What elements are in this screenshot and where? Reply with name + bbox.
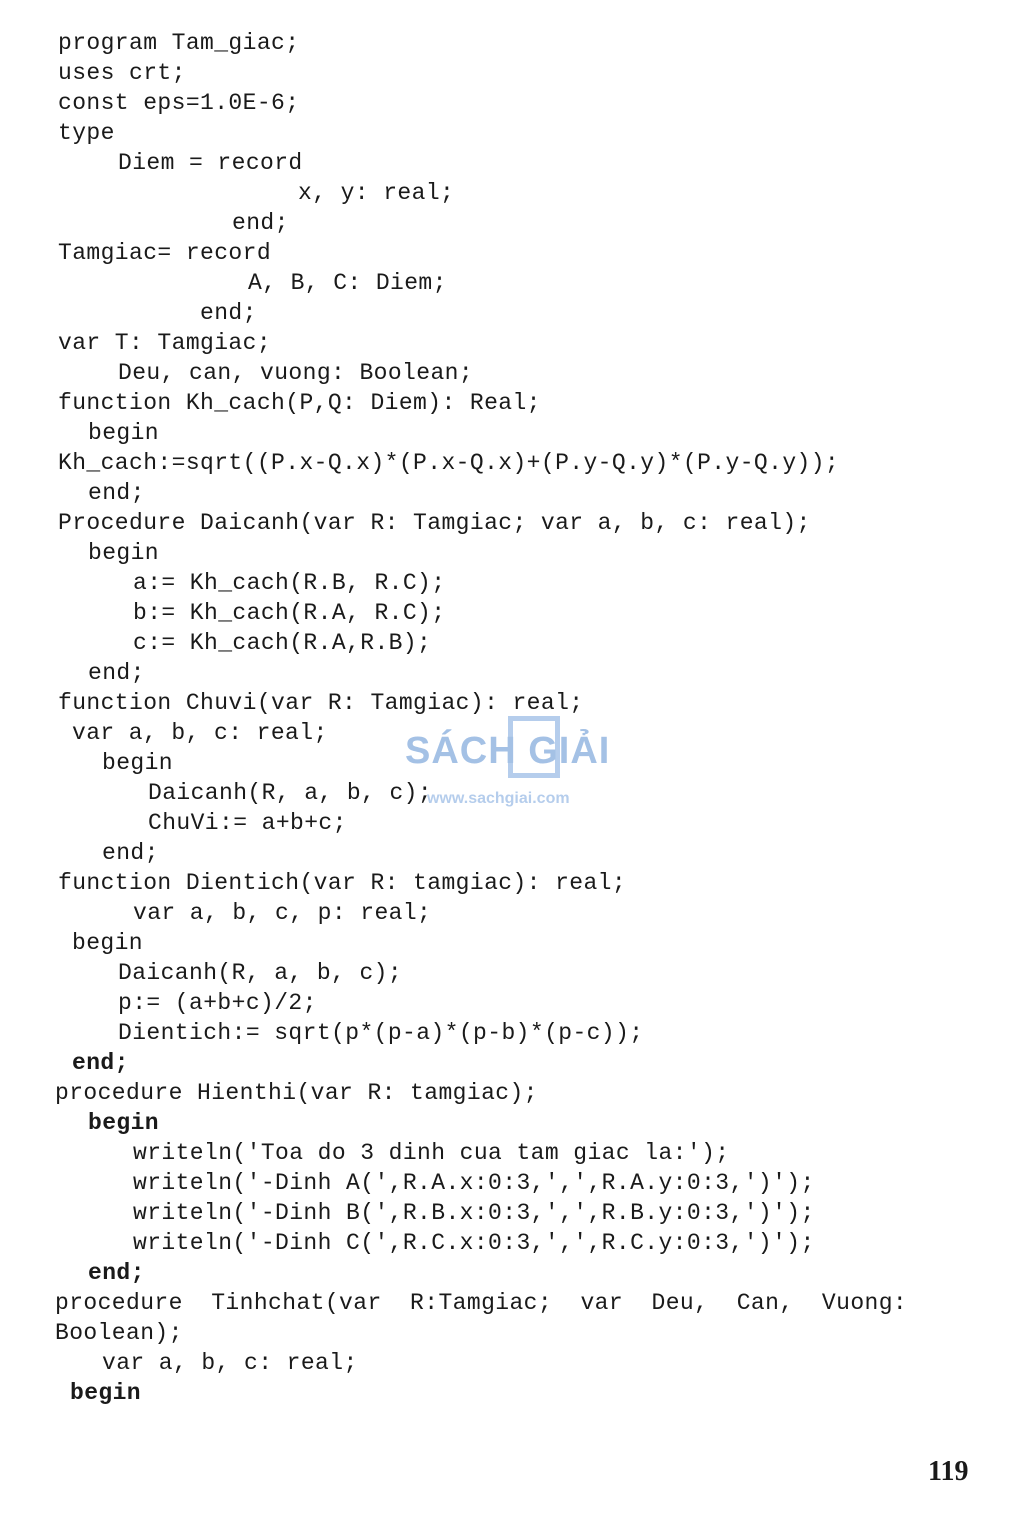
code-line: Dientich:= sqrt(p*(p-a)*(p-b)*(p-c)); <box>118 1020 644 1046</box>
code-line: Daicanh(R, a, b, c); <box>148 780 433 806</box>
code-line: function Chuvi(var R: Tamgiac): real; <box>58 690 584 716</box>
code-line: end; <box>72 1050 129 1076</box>
code-line: Boolean); <box>55 1320 183 1346</box>
code-line: Deu, can, vuong: Boolean; <box>118 360 474 386</box>
code-line: procedure Hienthi(var R: tamgiac); <box>55 1080 538 1106</box>
code-line: writeln('-Dinh A(',R.A.x:0:3,',',R.A.y:0:3,')'); <box>133 1170 815 1196</box>
code-line: Tamgiac= record <box>58 240 272 266</box>
code-line: end; <box>88 480 145 506</box>
code-line: type <box>58 120 115 146</box>
code-line: procedure Tinhchat(var R:Tamgiac; var Deu, Can, Vuong: <box>55 1290 908 1316</box>
code-line: begin <box>88 1110 160 1136</box>
code-line: p:= (a+b+c)/2; <box>118 990 317 1016</box>
code-line: end; <box>88 660 145 686</box>
code-line: function Dientich(var R: tamgiac): real; <box>58 870 627 896</box>
watermark-title: SÁCH GIẢI <box>405 730 611 772</box>
code-line: begin <box>70 1380 142 1406</box>
code-line: ChuVi:= a+b+c; <box>148 810 347 836</box>
code-line: end; <box>88 1260 145 1286</box>
code-line: end; <box>232 210 289 236</box>
code-line: writeln('Toa do 3 dinh cua tam giac la:'); <box>133 1140 730 1166</box>
code-line: b:= Kh_cach(R.A, R.C); <box>133 600 446 626</box>
code-line: begin <box>88 420 160 446</box>
code-line: begin <box>88 540 160 566</box>
code-line: end; <box>102 840 159 866</box>
code-line: begin <box>102 750 174 776</box>
code-line: var a, b, c, p: real; <box>133 900 432 926</box>
code-line: Kh_cach:=sqrt((P.x-Q.x)*(P.x-Q.x)+(P.y-Q.y)*(P.y-Q.y)); <box>58 450 840 476</box>
code-line: c:= Kh_cach(R.A,R.B); <box>133 630 432 656</box>
code-line: const eps=1.0E-6; <box>58 90 300 116</box>
code-line: function Kh_cach(P,Q: Diem): Real; <box>58 390 541 416</box>
code-line: var a, b, c: real; <box>102 1350 358 1376</box>
code-line: x, y: real; <box>298 180 455 206</box>
code-line: a:= Kh_cach(R.B, R.C); <box>133 570 446 596</box>
page-number: 119 <box>928 1456 969 1487</box>
code-line: var T: Tamgiac; <box>58 330 272 356</box>
code-line: A, B, C: Diem; <box>248 270 447 296</box>
code-line: begin <box>72 930 144 956</box>
code-line: var a, b, c: real; <box>72 720 328 746</box>
code-line: uses crt; <box>58 60 186 86</box>
code-line: writeln('-Dinh C(',R.C.x:0:3,',',R.C.y:0:3,')'); <box>133 1230 815 1256</box>
sachgiai-watermark <box>405 712 620 812</box>
code-line: Diem = record <box>118 150 303 176</box>
code-line: Procedure Daicanh(var R: Tamgiac; var a, b, c: real); <box>58 510 811 536</box>
code-line: end; <box>200 300 257 326</box>
code-line: program Tam_giac; <box>58 30 300 56</box>
code-line: Daicanh(R, a, b, c); <box>118 960 403 986</box>
code-line: writeln('-Dinh B(',R.B.x:0:3,',',R.B.y:0:3,')'); <box>133 1200 815 1226</box>
watermark-url: www.sachgiai.com <box>427 790 570 807</box>
